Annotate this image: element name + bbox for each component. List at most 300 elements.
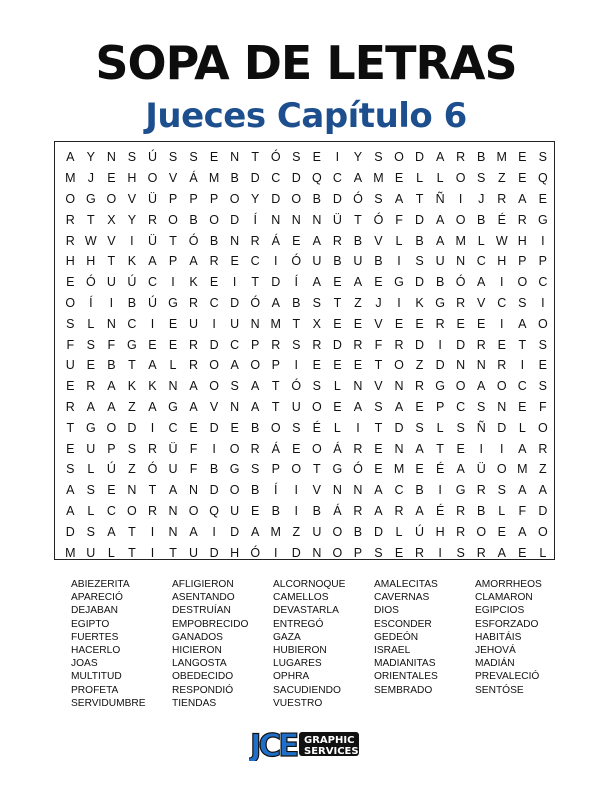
grid-cell: B: [374, 254, 383, 269]
grid-cell: Ó: [353, 191, 363, 206]
grid-cell: D: [271, 275, 281, 290]
grid-cell: A: [66, 503, 75, 518]
grid-cell: E: [518, 545, 527, 560]
grid-cell: D: [415, 212, 425, 227]
grid-cell: A: [415, 503, 424, 518]
grid-cell: A: [435, 212, 445, 227]
grid-cell: T: [415, 191, 424, 206]
grid-cell: N: [291, 212, 301, 227]
grid-cell: Ó: [270, 150, 281, 165]
grid-cell: L: [333, 420, 341, 435]
word-list-item: EMPOBRECIDO: [172, 618, 249, 630]
grid-cell: R: [189, 358, 199, 373]
grid-cell: K: [415, 295, 424, 310]
grid-cell: O: [291, 191, 302, 206]
grid-cell: M: [270, 316, 281, 331]
grid-cell: Z: [539, 462, 547, 477]
grid-cell: E: [333, 358, 342, 373]
word-list-item: GANADOS: [172, 631, 223, 643]
grid-cell: C: [332, 171, 342, 186]
grid-cell: N: [312, 212, 322, 227]
grid-cell: N: [230, 150, 240, 165]
grid-cell: G: [537, 212, 548, 227]
grid-cell: E: [518, 399, 527, 414]
grid-cell: M: [393, 462, 405, 477]
grid-cell: S: [189, 150, 198, 165]
grid-cell: A: [518, 483, 527, 498]
grid-cell: D: [250, 171, 260, 186]
grid-cell: F: [374, 337, 383, 352]
grid-cell: S: [86, 483, 95, 498]
grid-cell: V: [168, 171, 178, 186]
grid-cell: S: [66, 462, 75, 477]
grid-cell: I: [520, 358, 525, 373]
grid-cell: V: [107, 233, 116, 248]
grid-cell: É: [312, 420, 321, 435]
grid-cell: R: [147, 503, 157, 518]
grid-cell: Á: [333, 441, 342, 456]
grid-cell: I: [541, 233, 545, 248]
grid-cell: D: [456, 337, 466, 352]
grid-cell: E: [374, 462, 383, 477]
grid-row: [55, 501, 553, 522]
grid-cell: E: [518, 171, 527, 186]
grid-cell: Ó: [291, 379, 302, 394]
word-list-item: GEDEÓN: [374, 631, 419, 643]
grid-cell: N: [394, 379, 404, 394]
word-list-item: EGIPTO: [71, 618, 110, 630]
grid-cell: Q: [311, 171, 322, 186]
grid-cell: D: [230, 295, 240, 310]
grid-cell: A: [353, 399, 363, 414]
grid-cell: S: [374, 545, 383, 560]
grid-cell: C: [106, 503, 116, 518]
word-list-item: DESTRUÍAN: [172, 605, 231, 617]
grid-cell: T: [374, 420, 383, 435]
word-list-item: ALCORNOQUE: [273, 579, 346, 590]
grid-cell: F: [518, 503, 527, 518]
grid-cell: L: [333, 379, 341, 394]
word-list-item: RESPONDIÓ: [172, 684, 234, 696]
grid-cell: N: [497, 399, 507, 414]
grid-cell: B: [477, 212, 486, 227]
grid-cell: E: [66, 379, 75, 394]
grid-cell: A: [477, 379, 486, 394]
grid-cell: E: [477, 316, 486, 331]
grid-cell: E: [538, 191, 548, 206]
word-list-item: ESFORZADO: [475, 618, 539, 630]
grid-cell: O: [332, 545, 343, 560]
grid-cell: S: [374, 399, 383, 414]
grid-cell: Ü: [147, 233, 157, 248]
grid-cell: C: [271, 171, 281, 186]
grid-cell: G: [435, 295, 445, 310]
grid-cell: R: [353, 337, 363, 352]
grid-cell: A: [168, 483, 178, 498]
grid-cell: N: [106, 316, 116, 331]
grid-cell: Q: [209, 503, 219, 518]
grid-cell: R: [189, 337, 199, 352]
grid-cell: R: [65, 233, 75, 248]
grid-cell: E: [374, 441, 383, 456]
grid-cell: Ó: [250, 545, 261, 560]
grid-cell: A: [189, 254, 198, 269]
grid-cell: E: [456, 441, 465, 456]
grid-cell: G: [85, 191, 96, 206]
grid-cell: R: [456, 295, 466, 310]
grid-cell: Ü: [332, 212, 342, 227]
grid-cell: N: [168, 524, 178, 539]
grid-cell: E: [353, 316, 363, 331]
grid-cell: E: [394, 171, 404, 186]
grid-cell: A: [86, 399, 95, 414]
grid-cell: A: [518, 441, 527, 456]
grid-cell: T: [66, 420, 75, 435]
grid-cell: M: [208, 171, 220, 186]
grid-cell: Í: [89, 295, 93, 310]
word-list-item: DEVASTARLA: [273, 605, 339, 617]
grid-cell: A: [538, 483, 548, 498]
grid-cell: E: [312, 358, 321, 373]
grid-cell: T: [271, 399, 280, 414]
grid-cell: G: [229, 462, 240, 477]
word-list-item: HABITÁIS: [475, 631, 522, 643]
grid-cell: C: [394, 483, 404, 498]
grid-row: [55, 417, 553, 438]
grid-cell: T: [128, 524, 136, 539]
word-list-item: MADIANITAS: [374, 658, 436, 670]
grid-cell: I: [150, 524, 155, 539]
grid-cell: S: [86, 524, 95, 539]
grid-cell: I: [171, 275, 175, 290]
grid-cell: R: [517, 212, 527, 227]
word-list-item: AFLIGIERON: [172, 579, 234, 590]
grid-cell: A: [353, 171, 363, 186]
grid-cell: O: [311, 399, 322, 414]
grid-cell: E: [374, 275, 383, 290]
grid-cell: H: [65, 254, 75, 269]
grid-cell: S: [292, 337, 301, 352]
grid-cell: O: [147, 171, 158, 186]
grid-cell: U: [312, 524, 322, 539]
grid-cell: I: [232, 275, 237, 290]
word-list-item: SACUDIENDO: [273, 684, 341, 696]
grid-cell: A: [251, 524, 260, 539]
grid-cell: Ó: [147, 462, 158, 477]
grid-cell: Á: [271, 233, 280, 248]
grid-cell: L: [87, 462, 95, 477]
word-list-item: PROFETA: [71, 684, 119, 696]
grid-cell: A: [148, 358, 157, 373]
grid-cell: U: [312, 254, 322, 269]
grid-cell: H: [435, 524, 445, 539]
word-list-item: EGIPCIOS: [475, 605, 525, 617]
grid-cell: F: [66, 337, 75, 352]
grid-cell: P: [538, 254, 548, 269]
grid-cell: O: [270, 420, 281, 435]
grid-cell: N: [456, 358, 466, 373]
grid-cell: T: [128, 358, 136, 373]
grid-cell: B: [189, 212, 198, 227]
grid-cell: E: [353, 358, 363, 373]
grid-cell: R: [147, 441, 157, 456]
grid-row: [55, 397, 553, 418]
grid-cell: M: [455, 233, 466, 248]
grid-cell: O: [250, 358, 261, 373]
word-list-item: JOAS: [71, 658, 98, 670]
grid-cell: S: [374, 150, 383, 165]
grid-cell: T: [148, 483, 157, 498]
grid-cell: U: [353, 254, 363, 269]
grid-cell: O: [209, 379, 219, 394]
grid-cell: F: [107, 337, 116, 352]
grid-cell: E: [251, 503, 260, 518]
grid-cell: Q: [537, 171, 548, 186]
grid-cell: R: [332, 233, 342, 248]
grid-cell: R: [209, 254, 219, 269]
grid-cell: D: [497, 420, 507, 435]
word-list-item: OBEDECIDO: [172, 671, 234, 683]
grid-cell: I: [274, 254, 278, 269]
word-list-item: OPHRA: [273, 671, 310, 683]
grid-cell: A: [374, 503, 383, 518]
word-list-item: CAVERNAS: [374, 592, 430, 604]
grid-cell: K: [189, 275, 198, 290]
grid-cell: E: [312, 150, 321, 165]
word-list-item: HUBIERON: [273, 645, 327, 657]
grid-cell: R: [435, 316, 445, 331]
word-list-item: ESCONDER: [374, 618, 432, 630]
grid-cell: Á: [189, 171, 198, 186]
logo-line2: SERVICES: [304, 746, 359, 757]
grid-cell: B: [333, 254, 342, 269]
grid-cell: P: [168, 191, 178, 206]
grid-cell: L: [436, 420, 444, 435]
grid-cell: Ó: [250, 295, 261, 310]
grid-cell: U: [291, 399, 301, 414]
grid-cell: Z: [128, 399, 136, 414]
grid-cell: I: [294, 503, 299, 518]
grid-cell: D: [230, 212, 240, 227]
grid-cell: G: [394, 275, 404, 290]
grid-cell: T: [354, 212, 362, 227]
grid-cell: E: [209, 275, 219, 290]
word-list-item: HACERLO: [71, 645, 121, 657]
grid-cell: P: [271, 462, 280, 477]
grid-cell: A: [435, 233, 445, 248]
grid-cell: P: [271, 358, 280, 373]
grid-cell: D: [373, 524, 383, 539]
grid-cell: K: [148, 379, 157, 394]
grid-cell: U: [435, 254, 445, 269]
grid-cell: R: [394, 337, 404, 352]
grid-cell: R: [456, 524, 466, 539]
grid-cell: P: [107, 441, 116, 456]
grid-cell: Ó: [188, 233, 199, 248]
grid-cell: O: [127, 503, 137, 518]
grid-cell: R: [394, 503, 404, 518]
grid-cell: B: [477, 503, 486, 518]
grid-cell: A: [189, 399, 198, 414]
grid-cell: G: [168, 399, 178, 414]
grid-cell: A: [148, 399, 157, 414]
grid-cell: N: [312, 545, 322, 560]
grid-row: [55, 313, 553, 334]
grid-cell: I: [274, 545, 278, 560]
grid-cell: R: [476, 545, 486, 560]
grid-cell: E: [518, 150, 527, 165]
grid-cell: T: [107, 254, 116, 269]
grid-cell: H: [86, 254, 96, 269]
grid-cell: A: [456, 462, 465, 477]
grid-row: [55, 230, 553, 251]
grid-cell: I: [212, 441, 216, 456]
grid-cell: R: [189, 295, 199, 310]
grid-cell: A: [189, 379, 198, 394]
grid-cell: Y: [86, 150, 95, 165]
grid-cell: I: [438, 545, 442, 560]
grid-cell: A: [435, 150, 445, 165]
grid-cell: I: [294, 483, 299, 498]
grid-cell: U: [86, 441, 96, 456]
grid-cell: P: [435, 399, 445, 414]
grid-cell: E: [394, 545, 404, 560]
grid-cell: D: [394, 420, 404, 435]
grid-cell: A: [189, 524, 198, 539]
grid-cell: B: [251, 483, 260, 498]
grid-cell: O: [229, 483, 240, 498]
grid-cell: Z: [415, 358, 424, 373]
grid-cell: O: [537, 420, 548, 435]
grid-cell: H: [127, 171, 137, 186]
grid-cell: E: [538, 358, 548, 373]
grid-cell: J: [478, 191, 485, 206]
word-list-item: ORIENTALES: [374, 671, 438, 683]
grid-cell: O: [394, 358, 404, 373]
grid-cell: D: [65, 524, 75, 539]
grid-cell: U: [189, 316, 199, 331]
grid-cell: S: [374, 191, 383, 206]
grid-cell: T: [87, 212, 95, 227]
grid-row: [55, 521, 553, 542]
grid-cell: L: [169, 358, 177, 373]
grid-cell: I: [356, 420, 360, 435]
grid-cell: J: [375, 295, 382, 310]
grid-cell: I: [500, 275, 504, 290]
grid-row: [55, 438, 553, 459]
grid-cell: B: [230, 171, 239, 186]
grid-cell: Í: [274, 483, 278, 498]
grid-cell: P: [168, 254, 178, 269]
grid-cell: G: [332, 462, 343, 477]
grid-cell: U: [86, 545, 96, 560]
grid-cell: S: [312, 295, 321, 310]
grid-cell: A: [518, 316, 527, 331]
grid-cell: J: [87, 171, 94, 186]
grid-cell: B: [415, 233, 424, 248]
grid-cell: T: [313, 462, 321, 477]
grid-cell: M: [65, 171, 76, 186]
grid-row: [55, 147, 553, 168]
grid-cell: E: [415, 462, 424, 477]
grid-cell: E: [333, 399, 342, 414]
grid-cell: O: [496, 462, 507, 477]
grid-cell: W: [84, 233, 97, 248]
grid-cell: T: [169, 545, 177, 560]
grid-cell: U: [230, 503, 240, 518]
word-list-item: SEMBRADO: [374, 684, 433, 696]
grid-cell: D: [291, 171, 301, 186]
grid-cell: O: [229, 441, 240, 456]
grid-cell: U: [168, 462, 178, 477]
grid-cell: D: [209, 483, 219, 498]
grid-cell: O: [106, 420, 117, 435]
grid-cell: A: [477, 275, 486, 290]
word-list-item: SENTÓSE: [475, 684, 524, 696]
grid-cell: Á: [271, 441, 280, 456]
grid-cell: É: [497, 212, 506, 227]
grid-row: [55, 293, 553, 314]
grid-cell: E: [148, 337, 157, 352]
grid-cell: É: [435, 462, 445, 477]
word-list-item: ASENTANDO: [172, 592, 235, 604]
grid-cell: E: [107, 171, 116, 186]
word-list-item: JEHOVÁ: [475, 645, 516, 657]
grid-cell: S: [292, 420, 301, 435]
grid-cell: L: [477, 233, 485, 248]
grid-cell: E: [497, 524, 506, 539]
grid-cell: T: [292, 316, 301, 331]
word-list-item: MULTITUD: [71, 671, 122, 683]
word-list-item: FUERTES: [71, 631, 119, 643]
grid-cell: E: [415, 399, 424, 414]
grid-cell: A: [394, 399, 404, 414]
grid-cell: S: [518, 295, 527, 310]
grid-cell: O: [496, 379, 507, 394]
grid-cell: L: [539, 545, 547, 560]
grid-cell: L: [87, 503, 95, 518]
word-list-item: PREVALECIÓ: [475, 671, 540, 683]
grid-cell: M: [270, 524, 281, 539]
grid-cell: Ó: [455, 275, 466, 290]
grid-cell: C: [538, 275, 548, 290]
grid-cell: O: [537, 316, 548, 331]
grid-cell: B: [312, 191, 321, 206]
grid-cell: T: [436, 441, 444, 456]
grid-cell: A: [251, 399, 260, 414]
grid-cell: D: [209, 420, 219, 435]
grid-cell: G: [168, 295, 178, 310]
grid-cell: A: [415, 441, 424, 456]
grid-cell: K: [127, 254, 137, 269]
grid-cell: R: [353, 441, 363, 456]
word-list-item: VUESTRO: [273, 697, 323, 709]
grid-cell: I: [458, 191, 463, 206]
grid-cell: Z: [128, 462, 136, 477]
grid-cell: Ú: [106, 462, 116, 477]
grid-cell: Ñ: [435, 191, 445, 206]
grid-cell: D: [332, 337, 342, 352]
grid-cell: K: [127, 379, 137, 394]
grid-cell: C: [456, 399, 466, 414]
grid-cell: R: [147, 212, 157, 227]
grid-cell: I: [212, 524, 216, 539]
grid-cell: I: [438, 337, 442, 352]
grid-cell: D: [538, 503, 548, 518]
grid-cell: S: [456, 420, 465, 435]
grid-cell: S: [456, 545, 465, 560]
grid-cell: B: [251, 420, 260, 435]
